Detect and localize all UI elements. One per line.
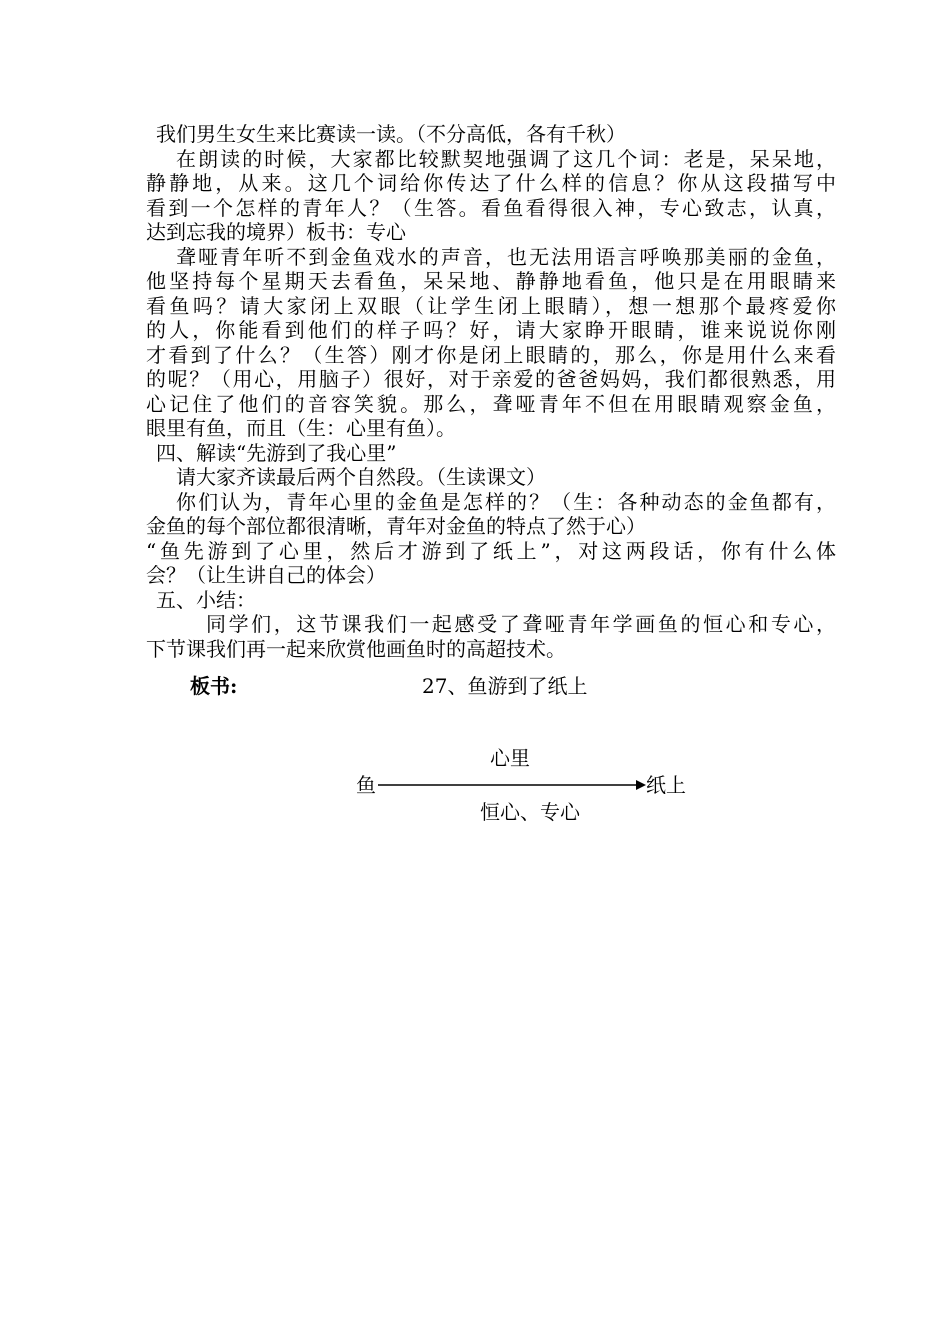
diagram-left-label: 鱼 [356,773,376,797]
diagram-bottom-label: 恒心、专心 [480,800,580,824]
section-heading: 五、小结： [156,587,256,612]
text-line: 看鱼吗？请大家闭上双眼（让学生闭上眼睛），想一想那个最疼爱你 [146,293,836,318]
lesson-text [146,122,836,661]
text-line: 请大家齐读最后两个自然段。（生读课文） [176,465,546,489]
board-heading [190,673,690,699]
text-line: 金鱼的每个部位都很清晰，青年对金鱼的特点了然于心） [146,514,646,538]
text-line: 静静地，从来。这几个词给你传达了什么样的信息？你从这段描写中 [146,171,836,195]
text-line: 在朗读的时候，大家都比较默契地强调了这几个词：老是，呆呆地， [176,146,836,171]
text-line: 我们男生女生来比赛读一读。（不分高低，各有千秋） [156,122,626,146]
text-line: 的人，你能看到他们的样子吗？好，请大家睁开眼睛，谁来说说你刚 [146,318,836,342]
diagram-top-label: 心里 [490,746,530,770]
text-line: 眼里有鱼，而且（生：心里有鱼）。 [146,416,456,440]
text-line: 会？（让生讲自己的体会） [146,563,386,587]
text-line: 聋哑青年听不到金鱼戏水的声音，也无法用语言呼唤那美丽的金鱼， [176,244,836,269]
text-line: 你们认为，青年心里的金鱼是怎样的？（生：各种动态的金鱼都有， [176,489,836,514]
text-line: 才看到了什么？（生答）刚才你是闭上眼睛的，那么，你是用什么来看 [146,342,836,367]
text-line: 他坚持每个星期天去看鱼，呆呆地、静静地看鱼，他只是在用眼睛来 [146,269,836,293]
text-line: 达到忘我的境界）板书：专心 [146,220,406,244]
board-diagram [356,745,716,835]
text-line: 心记住了他们的音容笑貌。那么，聋哑青年不但在用眼睛观察金鱼， [146,391,836,416]
text-line: 同学们，这节课我们一起感受了聋哑青年学画鱼的恒心和专心， [206,612,836,636]
text-line: “鱼先游到了心里，然后才游到了纸上”，对这两段话，你有什么体 [146,538,836,563]
board-title: 27、鱼游到了纸上 [422,674,588,698]
board-label: 板书: [190,674,238,698]
diagram-right-label: 纸上 [646,773,686,797]
text-line: 下节课我们再一起来欣赏他画鱼时的高超技术。 [146,636,566,661]
arrow-icon [378,775,646,795]
text-line: 看到一个怎样的青年人？（生答。看鱼看得很入神，专心致志，认真， [146,195,836,220]
text-line: 的呢？（用心，用脑子）很好，对于亲爱的爸爸妈妈，我们都很熟悉，用 [146,367,836,391]
section-heading: 四、解读“先游到了我心里” [156,440,397,465]
